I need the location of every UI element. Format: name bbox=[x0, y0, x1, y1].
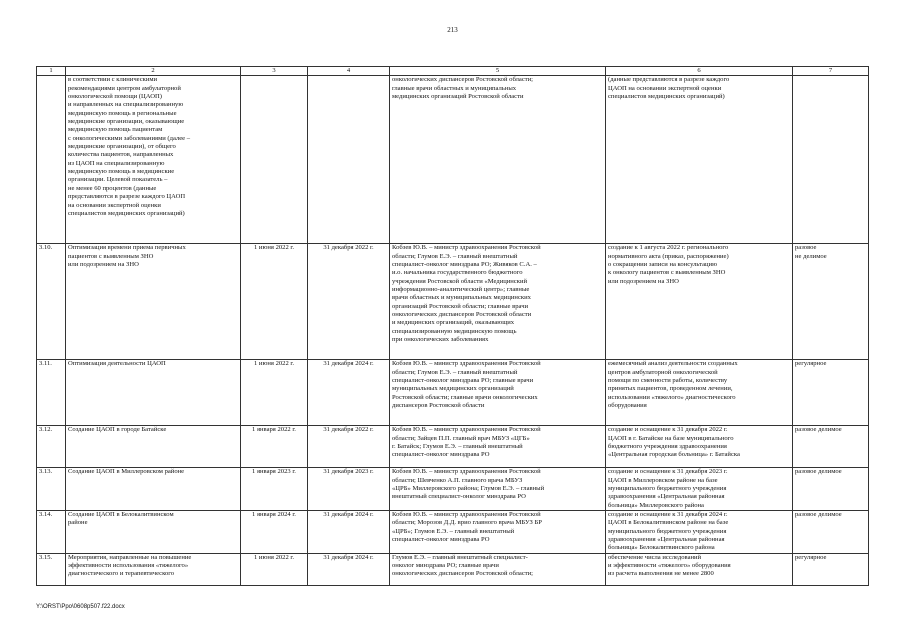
measures-table bbox=[36, 66, 869, 586]
cell-text: 1 января 2022 г. bbox=[252, 426, 296, 434]
cell-name bbox=[66, 511, 241, 554]
cell-end bbox=[308, 426, 390, 468]
cell-end bbox=[308, 511, 390, 554]
cell-text: ежемесячный анализ деятельности созданных центров амбулаторной онкологической помощи по сменности работы, количеству принятых пациентов, проведенном лечении, использовании «тяжелого» диагностического оборудования bbox=[608, 360, 738, 410]
cell-text: 3.12. bbox=[39, 426, 53, 434]
cell-result bbox=[606, 468, 793, 511]
cell-period bbox=[793, 553, 869, 585]
cell-text: регулярное bbox=[795, 360, 827, 368]
cell-text: Кобзев Ю.В. – министр здравоохранения Ростовской области; Зайцев П.П. главный врач МБУЗ «ЦГБ» г. Батайск; Глумов Е.Э. – главный внештатный специалист-онколог минздрава РО bbox=[392, 426, 541, 459]
header-cell: 7 bbox=[793, 67, 869, 76]
cell-text: Оптимизация времени приема первичных пациентов с выявленным ЗНО или подозрением на ЗНО bbox=[68, 244, 186, 269]
cell-result bbox=[606, 553, 793, 585]
cell-text: Кобзев Ю.В. – министр здравоохранения Ростовской области; Глумов Е.Э. – главный внештатный специалист-онколог минздрава РО; главные врачи муниципальных медицинских организаций Ростовской области; главные врачи онкологических диспансеров Ростовской области bbox=[392, 360, 541, 410]
cell-period bbox=[793, 76, 869, 244]
cell-text: 1 января 2023 г. bbox=[252, 468, 296, 476]
cell-text: Оптимизация деятельности ЦАОП bbox=[68, 360, 166, 368]
cell-start bbox=[241, 553, 308, 585]
cell-responsible bbox=[390, 553, 606, 585]
cell-text: 1 июня 2022 г. bbox=[253, 553, 295, 561]
cell-num bbox=[37, 76, 66, 244]
header-cell: 4 bbox=[308, 67, 390, 76]
cell-result bbox=[606, 511, 793, 554]
document-path: Y:\ORST\Ppo\0608p507.f22.docx bbox=[36, 604, 125, 610]
cell-period bbox=[793, 511, 869, 554]
cell-responsible bbox=[390, 468, 606, 511]
cell-name bbox=[66, 426, 241, 468]
cell-text: 1 января 2024 г. bbox=[252, 511, 296, 519]
cell-text: 3.14. bbox=[39, 511, 53, 519]
cell-text: 31 декабря 2023 г. bbox=[323, 468, 374, 476]
cell-num bbox=[37, 468, 66, 511]
cell-text: 3.11. bbox=[39, 360, 52, 368]
cell-name bbox=[66, 244, 241, 360]
cell-text: 31 декабря 2024 г. bbox=[323, 511, 374, 519]
cell-text: (данные представляются в разрезе каждого ЦАОП на основании экспертной оценки специалистов медицинских организаций) bbox=[608, 76, 730, 101]
table-row bbox=[37, 553, 869, 585]
cell-text: 1 июня 2022 г. bbox=[253, 244, 295, 252]
cell-text: Создание ЦАОП в Белокалитвинском районе bbox=[68, 511, 174, 527]
cell-result bbox=[606, 76, 793, 244]
cell-text: в соответствии с клиническими рекомендациями центром амбулаторной онкологической помощи (ЦАОП) и направленных на специализированную медицинскую помощь в региональные медицинские организации, оказывающие медицинскую помощь пациентам с онкологическими заболеваниями (далее – медицинские организации), от общего количества пациентов, направленных из ЦАОП на специализированную медицинскую помощь в медицинские организации. Целевой показатель – не менее 60 процентов (данные представляются в разрезе каждого ЦАОП на основании экспертной оценки специалистов медицинских организаций) bbox=[68, 76, 191, 217]
header-row bbox=[37, 67, 869, 76]
cell-end bbox=[308, 553, 390, 585]
cell-end bbox=[308, 244, 390, 360]
cell-start bbox=[241, 511, 308, 554]
header-cell: 6 bbox=[606, 67, 793, 76]
cell-period bbox=[793, 468, 869, 511]
cell-responsible bbox=[390, 244, 606, 360]
cell-num bbox=[37, 360, 66, 426]
header-cell: 2 bbox=[66, 67, 241, 76]
header-cell: 1 bbox=[37, 67, 66, 76]
cell-text: создание и оснащение к 31 декабря 2024 г. ЦАОП в Белокалитвинском районе на базе муниципального бюджетного учреждения здравоохранения «Центральная районная больница» Белокалитвинского района bbox=[608, 511, 729, 552]
cell-name bbox=[66, 553, 241, 585]
cell-period bbox=[793, 244, 869, 360]
cell-result bbox=[606, 426, 793, 468]
cell-text: регулярное bbox=[795, 553, 827, 561]
cell-text: разовое делимое bbox=[795, 426, 842, 434]
cell-responsible bbox=[390, 76, 606, 244]
cell-start bbox=[241, 76, 308, 244]
cell-text: онкологических диспансеров Ростовской области; главные врачи областных и муниципальных медицинских организаций Ростовской области bbox=[392, 76, 534, 101]
table-row bbox=[37, 244, 869, 360]
cell-period bbox=[793, 426, 869, 468]
cell-start bbox=[241, 244, 308, 360]
cell-responsible bbox=[390, 511, 606, 554]
cell-text: Кобзев Ю.В. – министр здравоохранения Ростовской области; Морозов Д.Д. врио главного врача МБУЗ БР «ЦРБ»; Глумов Е.Э. – главный внештатный специалист-онколог минздрава РО bbox=[392, 511, 542, 544]
cell-num bbox=[37, 553, 66, 585]
cell-text: 3.15. bbox=[39, 553, 53, 561]
cell-responsible bbox=[390, 426, 606, 468]
cell-text: обеспечение числа исследований и эффективности «тяжелого» оборудования из расчета выполнения не менее 2800 bbox=[608, 553, 731, 578]
header-cell: 5 bbox=[390, 67, 606, 76]
cell-responsible bbox=[390, 360, 606, 426]
table-row bbox=[37, 511, 869, 554]
header-cell: 3 bbox=[241, 67, 308, 76]
cell-end bbox=[308, 468, 390, 511]
cell-text: 31 декабря 2022 г. bbox=[323, 244, 374, 252]
cell-text: Создание ЦАОП в городе Батайске bbox=[68, 426, 167, 434]
cell-text: 31 декабря 2024 г. bbox=[323, 553, 374, 561]
cell-text: 31 декабря 2022 г. bbox=[323, 426, 374, 434]
table-row bbox=[37, 468, 869, 511]
cell-start bbox=[241, 360, 308, 426]
cell-text: 3.13. bbox=[39, 468, 53, 476]
cell-text: разовое делимое bbox=[795, 468, 842, 476]
cell-start bbox=[241, 426, 308, 468]
cell-num bbox=[37, 511, 66, 554]
cell-period bbox=[793, 360, 869, 426]
table-row bbox=[37, 76, 869, 244]
cell-end bbox=[308, 360, 390, 426]
cell-end bbox=[308, 76, 390, 244]
table-row bbox=[37, 360, 869, 426]
cell-text: создание и оснащение к 31 декабря 2022 г. ЦАОП в г. Батайске на базе муниципального бюджетного учреждения здравоохранения «Центральная городская больница» г. Батайска bbox=[608, 426, 740, 459]
cell-text: Кобзев Ю.В. – министр здравоохранения Ростовской области; Шевченко А.П. главного врача МБУЗ «ЦРБ» Миллеровского района; Глумов Е.Э. – главный внештатный специалист-онколог минздрава РО bbox=[392, 468, 545, 501]
table-row bbox=[37, 426, 869, 468]
cell-text: 31 декабря 2024 г. bbox=[323, 360, 374, 368]
cell-result bbox=[606, 244, 793, 360]
cell-name bbox=[66, 76, 241, 244]
cell-start bbox=[241, 468, 308, 511]
cell-text: Создание ЦАОП в Миллеровском районе bbox=[68, 468, 185, 476]
cell-text: Кобзев Ю.В. – министр здравоохранения Ростовской области; Глумов Е.Э. – главный внештатный специалист-онколог минздрава РО; Живяков С.А. – и.о. начальника государственного бюджетного учреждения Ростовской области «Медицинский информационно-аналитический центр»; главные врачи областных и муниципальных медицинских организаций Ростовской области; главные врачи онкологических диспансеров Ростовской области и медицинских организаций, оказывающих специализированную медицинскую помощь при онкологических заболеваниях bbox=[392, 244, 541, 344]
cell-num bbox=[37, 426, 66, 468]
cell-text: Мероприятия, направленные на повышение эффективности использования «тяжелого» диагностического и терапевтического bbox=[68, 553, 192, 578]
cell-text: разовое не делимое bbox=[795, 244, 827, 260]
cell-name bbox=[66, 468, 241, 511]
cell-text: разовое делимое bbox=[795, 511, 842, 519]
cell-num bbox=[37, 244, 66, 360]
cell-text: Глумов Е.Э. – главный внештатный специалист- онколог минздрава РО; главные врачи онкологических диспансеров Ростовской области; bbox=[392, 553, 534, 578]
cell-text: создание к 1 августа 2022 г. регионального нормативного акта (приказ, распоряжение) о сокращении записи на консультацию к онкологу пациентов с выявленным ЗНО или подозрением на ЗНО bbox=[608, 244, 729, 285]
cell-text: 3.10. bbox=[39, 244, 53, 252]
page-number: 213 bbox=[447, 26, 458, 34]
cell-result bbox=[606, 360, 793, 426]
cell-text: создание и оснащение к 31 декабря 2023 г. ЦАОП в Миллеровском районе на базе муниципального бюджетного учреждения здравоохранения «Центральная районная больница» Миллеровского района bbox=[608, 468, 728, 509]
cell-text: 1 июня 2022 г. bbox=[253, 360, 295, 368]
cell-name bbox=[66, 360, 241, 426]
